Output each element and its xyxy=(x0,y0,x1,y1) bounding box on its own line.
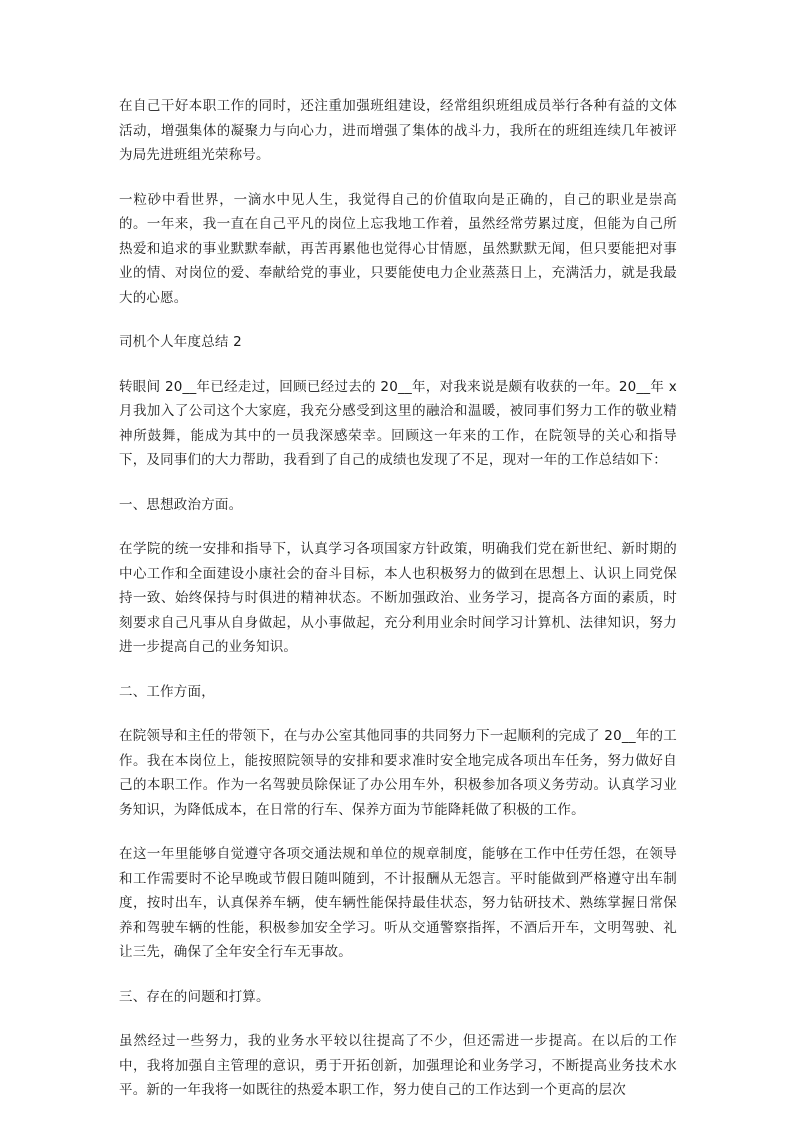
paragraph-intro: 转眼间 20__年已经走过，回顾已经过去的 20__年，对我来说是颇有收获的一年。20__年 x 月我加入了公司这个大家庭，我充分感受到这里的融洽和温暖，被同事们努力工作的敬业精神所鼓舞，能成为其中的一员我深感荣幸。回顾这一年来的工作，在院领导的关心和指导下，及同事们的大力帮助，我看到了自己的成绩也发现了不足，现对一年的工作总结如下： xyxy=(119,378,677,468)
paragraph-political-thought: 在学院的统一安排和指导下，认真学习各项国家方针政策，明确我们党在新世纪、新时期的中心工作和全面建设小康社会的奋斗目标，本人也积极努力的做到在思想上、认识上同党保持一致、始终保持与时俱进的精神状态。不断加强政治、业务学习，提高各方面的素质，时刻要求自己凡事从自身做起，从小事做起，充分利用业余时间学习计算机、法律知识，努力进一步提高自己的业务知识。 xyxy=(119,541,677,655)
paragraph-work-1: 在院领导和主任的带领下，在与办公室其他同事的共同努力下一起顺利的完成了 20__年的工作。我在本岗位上，能按照院领导的安排和要求准时安全地完成各项出车任务，努力做好自己的本职工作。作为一名驾驶员除保证了办公用车外，积极参加各项义务劳动。认真学习业务知识，为降低成本，在日常的行车、保养方面为节能降耗做了积极的工作。 xyxy=(119,728,677,818)
paragraph-values: 一粒砂中看世界，一滴水中见人生，我觉得自己的价值取向是正确的，自己的职业是崇高的。一年来，我一直在自己平凡的岗位上忘我地工作着，虽然经常劳累过度，但能为自己所热爱和追求的事业默默奉献，再苦再累他也觉得心甘情愿，虽然默默无闻，但只要能把对事业的情、对岗位的爱、奉献给党的事业，只要能使电力企业蒸蒸日上，充满活力，就是我最大的心愿。 xyxy=(119,191,677,306)
heading-political-thought: 一、思想政治方面。 xyxy=(119,496,243,513)
paragraph-team-building: 在自己干好本职工作的同时，还注重加强班组建设，经常组织班组成员举行各种有益的文体活动，增强集体的凝聚力与向心力，进而增强了集体的战斗力，我所在的班组连续几年被评为局先进班组光荣称号。 xyxy=(119,98,677,163)
section-title-summary-2: 司机个人年度总结 2 xyxy=(119,334,242,350)
paragraph-problems-plans: 虽然经过一些努力，我的业务水平较以往提高了不少，但还需进一步提高。在以后的工作中，我将加强自主管理的意识，勇于开拓创新，加强理论和业务学习，不断提高业务技术水平。新的一年我将一如既往的热爱本职工作，努力使自己的工作达到一个更高的层次 xyxy=(119,1033,677,1098)
paragraph-work-2: 在这一年里能够自觉遵守各项交通法规和单位的规章制度，能够在工作中任劳任怨，在领导和工作需要时不论早晚或节假日随叫随到，不计报酬从无怨言。平时能做到严格遵守出车制度，按时出车，认真保养车辆，使车辆性能保持最佳状态，努力钻研技术、熟练掌握日常保养和驾驶车辆的性能，积极参加安全学习。听从交通警察指挥，不酒后开车，文明驾驶、礼让三先，确保了全年安全行车无事故。 xyxy=(119,846,677,960)
heading-work: 二、工作方面， xyxy=(119,683,215,700)
heading-problems-plans: 三、存在的问题和打算。 xyxy=(119,988,270,1005)
document-body xyxy=(119,94,677,1123)
